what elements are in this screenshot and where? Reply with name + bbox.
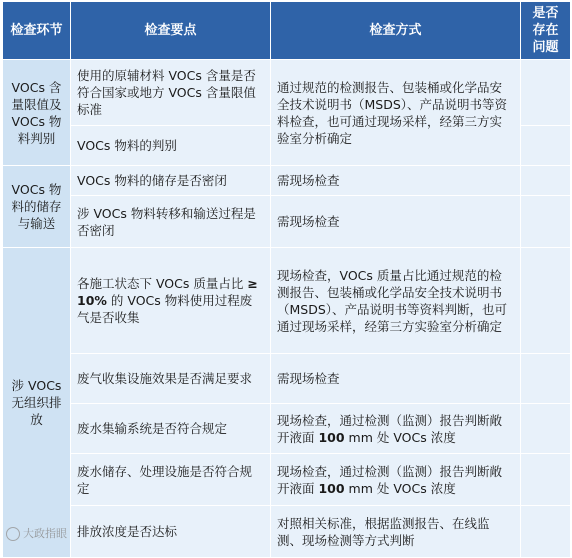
issue-cell bbox=[521, 354, 571, 404]
issue-cell bbox=[521, 506, 571, 558]
table-row bbox=[3, 196, 571, 248]
header-methods: 检查方式 bbox=[271, 2, 521, 60]
issue-cell bbox=[521, 454, 571, 506]
check-method-cell: 现场检查，VOCs 质量占比通过规范的检测报告、包装桶或化学品安全技术说明书（MSDS）、产品说明书等资料判断，也可通过现场采样，经第三方实验室分析确定 bbox=[271, 248, 521, 354]
table-row bbox=[3, 248, 571, 354]
section-cell bbox=[3, 60, 71, 166]
header-row bbox=[3, 2, 571, 60]
check-point-text: 各施工状态下 VOCs 质量占比 bbox=[77, 276, 248, 291]
check-method-text: mm 处 VOCs 浓度 bbox=[344, 429, 456, 445]
check-method-cell: 通过规范的检测报告、包装桶或化学品安全技术说明书（MSDS）、产品说明书等资料检查，也可通过现场采样，经第三方实验室分析确定 bbox=[271, 60, 521, 166]
distance-value: 100 bbox=[318, 429, 345, 445]
check-point-cell: VOCs 物料的判别 bbox=[71, 126, 271, 166]
section-cell bbox=[3, 248, 71, 558]
issue-cell bbox=[521, 404, 571, 454]
distance-value: 100 bbox=[318, 480, 345, 496]
check-method-cell bbox=[271, 404, 521, 454]
table-row bbox=[3, 60, 571, 126]
check-point-cell: 涉 VOCs 物料转移和输送过程是否密闭 bbox=[71, 196, 271, 248]
issue-cell bbox=[521, 60, 571, 126]
check-method-cell: 需现场检查 bbox=[271, 196, 521, 248]
check-method-text: 现场检查，通过检测（监测）报告判断敞开液面 bbox=[277, 412, 503, 445]
check-method-cell: 对照相关标准，根据监测报告、在线监测、现场检测等方式判断 bbox=[271, 506, 521, 558]
watermark-logo-icon bbox=[6, 527, 20, 541]
check-point-cell: 使用的原辅材料 VOCs 含量是否符合国家或地方 VOCs 含量限值标准 bbox=[71, 60, 271, 126]
issue-cell bbox=[521, 196, 571, 248]
check-method-cell bbox=[271, 454, 521, 506]
inspection-table bbox=[2, 1, 571, 558]
issue-cell bbox=[521, 166, 571, 196]
check-method-text: mm 处 VOCs 浓度 bbox=[344, 480, 456, 496]
check-point-cell: 排放浓度是否达标 bbox=[71, 506, 271, 558]
check-method-cell: 需现场检查 bbox=[271, 166, 521, 196]
watermark bbox=[6, 525, 67, 541]
check-point-cell: VOCs 物料的储存是否密闭 bbox=[71, 166, 271, 196]
table-row bbox=[3, 506, 571, 558]
issue-cell bbox=[521, 126, 571, 166]
header-issue: 是否存在问题 bbox=[521, 2, 571, 60]
table-row bbox=[3, 354, 571, 404]
check-method-text: 现场检查，通过检测（监测）报告判断敞开液面 bbox=[277, 463, 503, 496]
header-stage: 检查环节 bbox=[3, 2, 71, 60]
check-point-cell: 废水集输系统是否符合规定 bbox=[71, 404, 271, 454]
watermark-text: 大政指眼 bbox=[23, 527, 67, 540]
header-points: 检查要点 bbox=[71, 2, 271, 60]
table-row bbox=[3, 166, 571, 196]
table-row bbox=[3, 404, 571, 454]
issue-cell bbox=[521, 248, 571, 354]
table-row bbox=[3, 454, 571, 506]
check-point-cell bbox=[71, 248, 271, 354]
check-method-cell: 需现场检查 bbox=[271, 354, 521, 404]
section-label: VOCs 含量限值及 VOCs 物料判别 bbox=[11, 79, 62, 146]
check-point-cell: 废水储存、处理设施是否符合规定 bbox=[71, 454, 271, 506]
section-label: 涉 VOCs 无组织排放 bbox=[11, 378, 62, 427]
threshold-value: ≥ 10% bbox=[77, 276, 258, 308]
check-point-text: 的 VOCs 物料使用过程废气是否收集 bbox=[77, 293, 253, 325]
section-cell bbox=[3, 166, 71, 248]
check-point-cell: 废气收集设施效果是否满足要求 bbox=[71, 354, 271, 404]
section-label: VOCs 物料的储存与输送 bbox=[11, 182, 62, 231]
